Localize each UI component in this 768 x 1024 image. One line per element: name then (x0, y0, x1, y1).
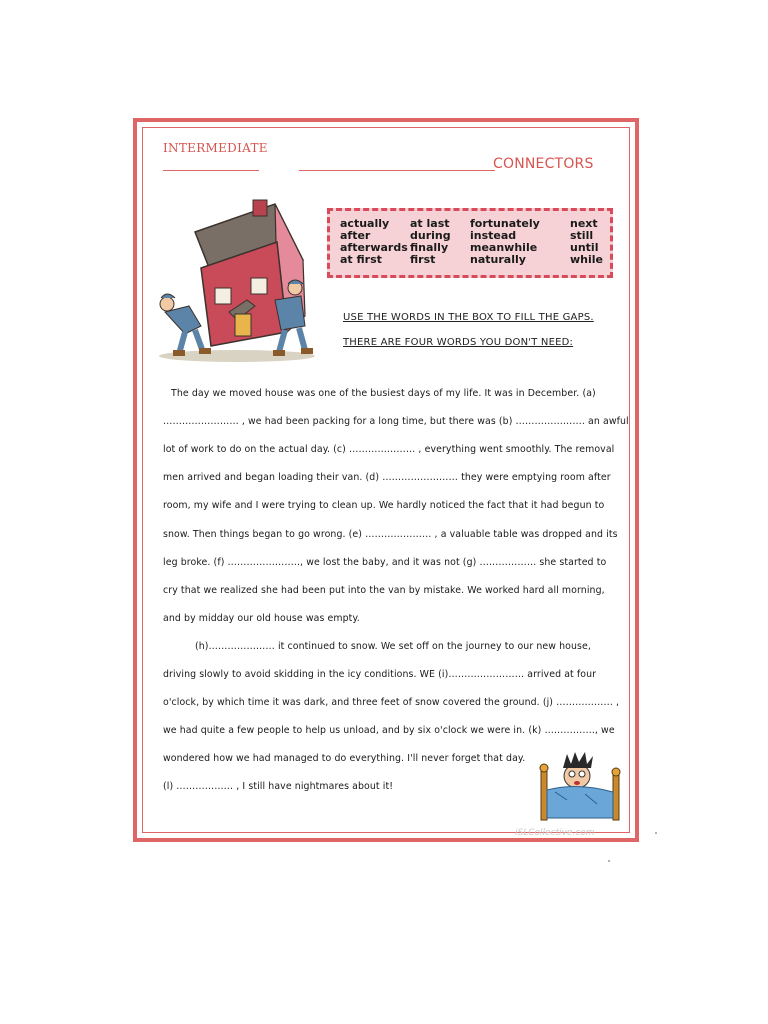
scan-speck (655, 832, 657, 834)
worksheet (133, 118, 639, 842)
text-line: driving slowly to avoid skidding in the icy conditions. WE (i)…………………… arrived at four (163, 669, 597, 680)
word-box-word: at first (340, 253, 382, 266)
text-line: we had quite a few people to help us unload, and by six o'clock we were in. (k) ……………., we (163, 725, 615, 736)
word-box-word: while (570, 253, 603, 266)
word-box-word: first (410, 253, 436, 266)
title-underline (299, 170, 495, 171)
scan-speck (608, 860, 610, 862)
text-line: room, my wife and I were trying to clean up. We hardly noticed the fact that it had begun to (163, 500, 605, 511)
text-line: …………………… , we had been packing for a long time, but there was (b) …………………. an awful (163, 416, 629, 427)
text-line: leg broke. (f) ………………….., we lost the baby, and it was not (g) ……………… she started to (163, 557, 607, 568)
text-line: wondered how we had managed to do everything. I'll never forget that day. (163, 753, 526, 764)
text-line: and by midday our old house was empty. (163, 613, 360, 624)
word-box-word: at last (410, 217, 450, 230)
word-box-word: next (570, 217, 598, 230)
watermark: iSLCollective.com (515, 828, 595, 838)
word-box-word: instead (470, 229, 517, 242)
text-line: snow. Then things began to go wrong. (e) ………………… , a valuable table was dropped and its (163, 529, 618, 540)
word-box-word: after (340, 229, 371, 242)
text-line: o'clock, by which time it was dark, and three feet of snow covered the ground. (j) ……………… , (163, 697, 620, 708)
movers-house-illustration (155, 196, 319, 364)
instruction-line: THERE ARE FOUR WORDS YOU DON'T NEED: (343, 337, 574, 348)
word-box-word: actually (340, 217, 390, 230)
word-box (327, 208, 613, 278)
text-line: cry that we realized she had been put into the van by mistake. We worked hard all morning, (163, 585, 605, 596)
text-line: The day we moved house was one of the busiest days of my life. It was in December. (a) (171, 388, 596, 399)
text-line: (h)………………… it continued to snow. We set off on the journey to our new house, (195, 641, 591, 652)
worksheet-title: CONNECTORS (493, 156, 594, 172)
level-label: INTERMEDIATE (163, 141, 268, 155)
word-box-word: naturally (470, 253, 526, 266)
word-box-word: during (410, 229, 451, 242)
word-box-word: until (570, 241, 599, 254)
word-box-word: fortunately (470, 217, 540, 230)
text-line: men arrived and began loading their van. (d) …………………… they were emptying room after (163, 472, 611, 483)
word-box-word: finally (410, 241, 449, 254)
text-line: lot of work to do on the actual day. (c) ………………… , everything went smoothly. The removal (163, 444, 615, 455)
boy-in-bed-illustration (537, 752, 623, 822)
level-underline (163, 170, 259, 171)
word-box-word: meanwhile (470, 241, 538, 254)
text-line: (l) ……………… , I still have nightmares about it! (163, 781, 394, 792)
word-box-word: still (570, 229, 594, 242)
instruction-line: USE THE WORDS IN THE BOX TO FILL THE GAPS. (343, 312, 594, 323)
word-box-word: afterwards (340, 241, 408, 254)
